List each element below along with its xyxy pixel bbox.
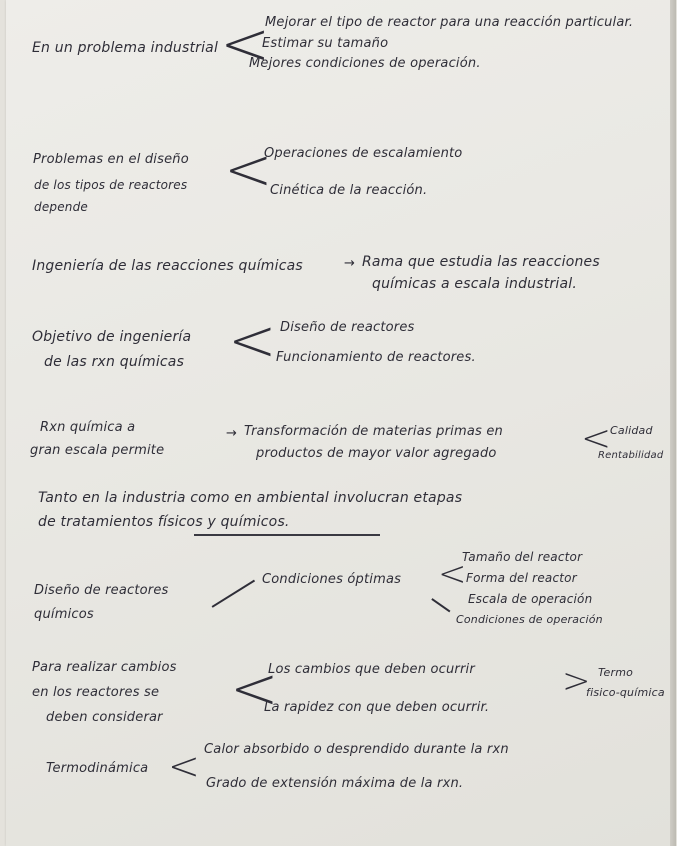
b1-left: En un problema industrial — [32, 40, 219, 56]
b7-brace: < — [438, 554, 467, 594]
b5-left-1: Rxn química a — [40, 420, 136, 435]
b7-item-3: Escala de operación — [468, 592, 593, 606]
b6-line-1: Tanto en la industria como en ambiental involucran etapas — [38, 490, 463, 506]
b5-middle-2: productos de mayor valor agregado — [256, 446, 497, 461]
b1-item-1: Mejorar el tipo de reactor para una reacción particular. — [265, 15, 634, 30]
b4-item-1: Diseño de reactores — [280, 320, 415, 335]
b3-arrow-icon: → — [344, 256, 355, 271]
b6-underline — [194, 534, 380, 536]
b7-middle: Condiciones óptimas — [262, 572, 402, 587]
b1-brace: < — [220, 9, 271, 79]
b2-brace: < — [224, 135, 273, 203]
b5-item-1: Calidad — [610, 424, 653, 437]
b7-item-4: Condiciones de operación — [456, 613, 603, 626]
b3-right-2: químicas a escala industrial. — [372, 276, 577, 292]
b8-item-2: La rapidez con que deben ocurrir. — [264, 700, 490, 715]
b7-branch-line — [432, 598, 451, 612]
b3-left: Ingeniería de las reacciones químicas — [32, 258, 303, 274]
b5-arrow-icon: → — [226, 426, 237, 441]
b4-brace: < — [228, 306, 277, 374]
b5-left-2: gran escala permite — [30, 443, 165, 458]
b8-right-brace: > — [562, 661, 591, 701]
b2-left-1: Problemas en el diseño — [33, 152, 189, 167]
b8-left-3: deben considerar — [46, 710, 163, 725]
b2-left-3: depende — [34, 200, 89, 214]
b7-left-2: químicos — [34, 607, 94, 622]
b4-left-2: de las rxn químicas — [44, 354, 185, 370]
b7-item-2: Forma del reactor — [466, 571, 577, 585]
b2-item-1: Operaciones de escalamiento — [264, 146, 463, 161]
b9-item-1: Calor absorbido o desprendido durante la rxn — [204, 742, 509, 757]
b8-right-1: Termo — [598, 666, 634, 679]
b3-right-1: Rama que estudia las reacciones — [362, 254, 600, 270]
b2-left-2: de los tipos de reactores — [34, 178, 188, 192]
b7-left-1: Diseño de reactores — [34, 583, 169, 598]
b7-connector-line — [212, 580, 255, 608]
b8-right-2: fisico-química — [586, 686, 665, 699]
b9-left: Termodinámica — [46, 761, 149, 776]
b5-brace: < — [581, 418, 612, 459]
b5-middle-1: Transformación de materias primas en — [244, 424, 503, 439]
notebook-page — [6, 0, 670, 846]
b1-item-2: Estimar su tamaño — [262, 36, 389, 51]
b7-item-1: Tamaño del reactor — [462, 550, 583, 564]
b8-left-2: en los reactores se — [32, 685, 160, 700]
b8-item-1: Los cambios que deben ocurrir — [268, 662, 475, 677]
b8-brace: < — [230, 654, 279, 722]
b9-item-2: Grado de extensión máxima de la rxn. — [206, 776, 464, 791]
b9-brace: < — [168, 744, 200, 788]
b5-item-2: Rentabilidad — [598, 450, 664, 461]
b1-item-3: Mejores condiciones de operación. — [249, 56, 481, 71]
b4-item-2: Funcionamiento de reactores. — [276, 350, 476, 365]
b8-left-1: Para realizar cambios — [32, 660, 177, 675]
b2-item-2: Cinética de la reacción. — [270, 183, 428, 198]
b6-line-2: de tratamientos físicos y químicos. — [38, 514, 290, 530]
b4-left-1: Objetivo de ingeniería — [32, 329, 192, 345]
